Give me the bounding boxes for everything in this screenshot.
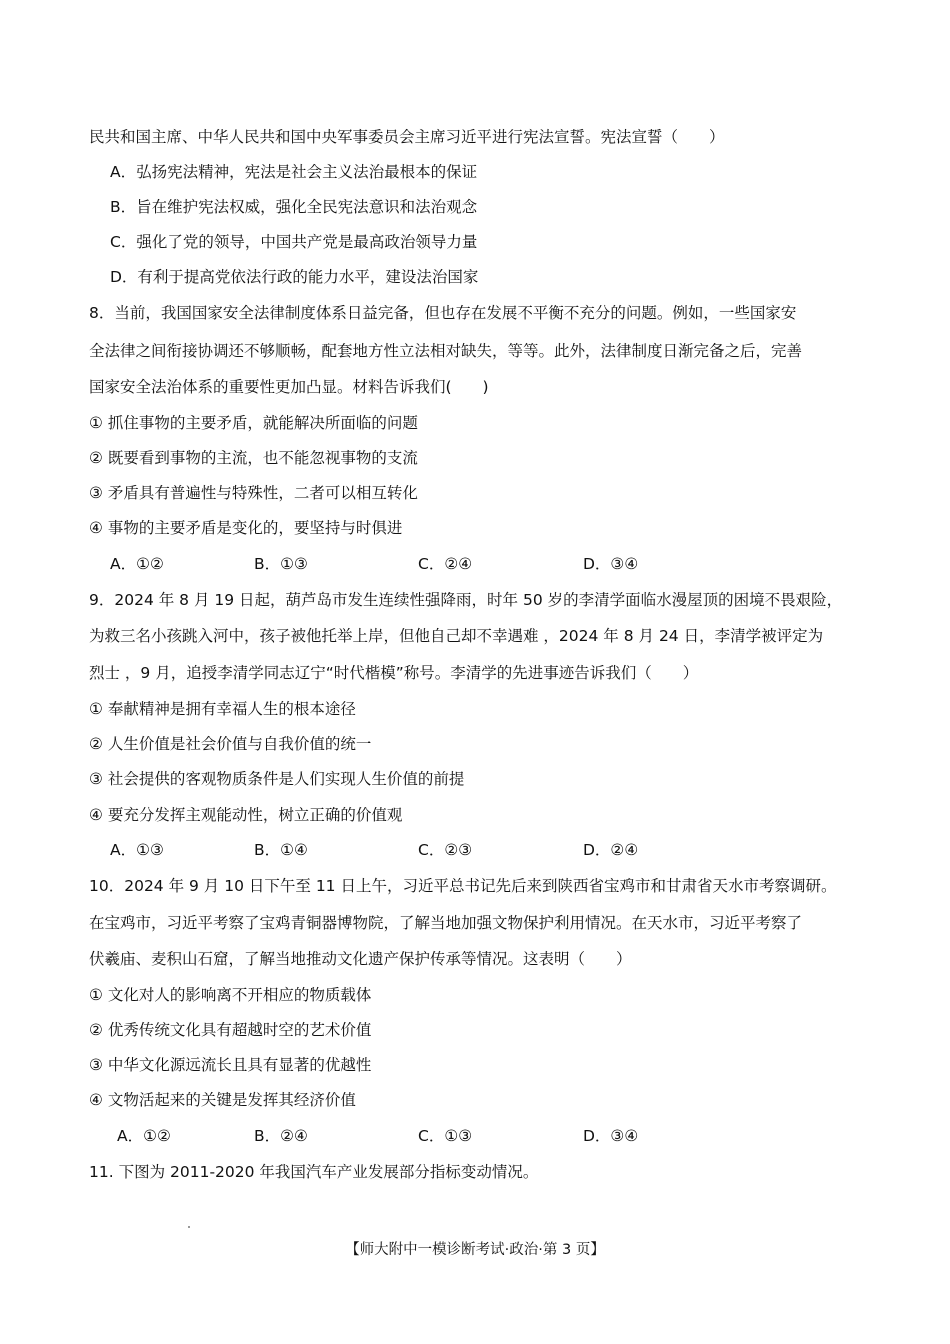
q9-item-4: ④ 要充分发挥主观能动性，树立正确的价值观 [89,806,403,824]
q8-choice-b: B．①③ [254,555,308,573]
stray-dot [188,1226,190,1228]
q10-choice-b: B．②④ [254,1127,308,1145]
q8-item-4: ④ 事物的主要矛盾是变化的，要坚持与时俱进 [89,519,403,537]
q7-option-d: D．有利于提高党依法行政的能力水平，建设法治国家 [110,268,479,286]
q8-item-3: ③ 矛盾具有普遍性与特殊性，二者可以相互转化 [89,484,418,502]
q10-item-1: ① 文化对人的影响离不开相应的物质载体 [89,986,372,1004]
q10-choice-a: A．①② [117,1127,171,1145]
q9-choice-d: D．②④ [583,841,639,859]
q8-item-1: ① 抓住事物的主要矛盾，就能解决所面临的问题 [89,414,418,432]
q9-stem-line-1: 9．2024 年 8 月 19 日起，葫芦岛市发生连续性强降雨，时年 50 岁的李清学面临水漫屋顶的困境不畏艰险， [89,591,843,609]
q10-item-2: ② 优秀传统文化具有超越时空的艺术价值 [89,1021,372,1039]
q7-option-b: B．旨在维护宪法权威，强化全民宪法意识和法治观念 [110,198,478,216]
q10-item-3: ③ 中华文化源远流长且具有显著的优越性 [89,1056,372,1074]
q11-stem: 11. 下图为 2011-2020 年我国汽车产业发展部分指标变动情况。 [89,1163,539,1181]
q9-item-1: ① 奉献精神是拥有幸福人生的根本途径 [89,700,356,718]
q7-stem-tail: 民共和国主席、中华人民共和国中央军事委员会主席习近平进行宪法宣誓。宪法宣誓（ ） [89,128,725,146]
q10-stem-line-1: 10．2024 年 9 月 10 日下午至 11 日上午，习近平总书记先后来到陕西省宝鸡市和甘肃省天水市考察调研。 [89,877,837,895]
q9-choice-a: A．①③ [110,841,164,859]
q10-stem-line-2: 在宝鸡市，习近平考察了宝鸡青铜器博物院，了解当地加强文物保护利用情况。在天水市，习近平考察了 [89,914,803,932]
page-footer: 【师大附中一模诊断考试·政治·第 3 页】 [345,1242,605,1258]
q8-stem-line-3: 国家安全法治体系的重要性更加凸显。材料告诉我们( ) [89,378,489,396]
q10-item-4: ④ 文物活起来的关键是发挥其经济价值 [89,1091,356,1109]
q9-stem-line-2: 为救三名小孩跳入河中，孩子被他托举上岸，但他自己却不幸遇难 ，2024 年 8 月 24 日，李清学被评定为 [89,627,824,645]
q9-item-2: ② 人生价值是社会价值与自我价值的统一 [89,735,372,753]
q8-stem-line-1: 8．当前，我国国家安全法律制度体系日益完备，但也存在发展不平衡不充分的问题。例如，一些国家安 [89,304,797,322]
q10-choice-c: C．①③ [418,1127,473,1145]
q9-stem-line-3: 烈士 ，9 月，追授李清学同志辽宁“时代楷模”称号。李清学的先进事迹告诉我们（ ） [89,664,699,682]
q8-choice-d: D．③④ [583,555,639,573]
q8-choice-c: C．②④ [418,555,473,573]
q7-option-a: A．弘扬宪法精神，宪法是社会主义法治最根本的保证 [110,163,478,181]
q8-item-2: ② 既要看到事物的主流，也不能忽视事物的支流 [89,449,418,467]
q8-stem-line-2: 全法律之间衔接协调还不够顺畅，配套地方性立法相对缺失，等等。此外，法律制度日渐完备之后，完善 [89,342,803,360]
q9-item-3: ③ 社会提供的客观物质条件是人们实现人生价值的前提 [89,770,465,788]
q8-choice-a: A．①② [110,555,164,573]
q10-choice-d: D．③④ [583,1127,639,1145]
q10-stem-line-3: 伏羲庙、麦积山石窟，了解当地推动文化遗产保护传承等情况。这表明（ ） [89,950,632,968]
q9-choice-c: C．②③ [418,841,473,859]
q7-option-c: C．强化了党的领导，中国共产党是最高政治领导力量 [110,233,478,251]
q9-choice-b: B．①④ [254,841,308,859]
